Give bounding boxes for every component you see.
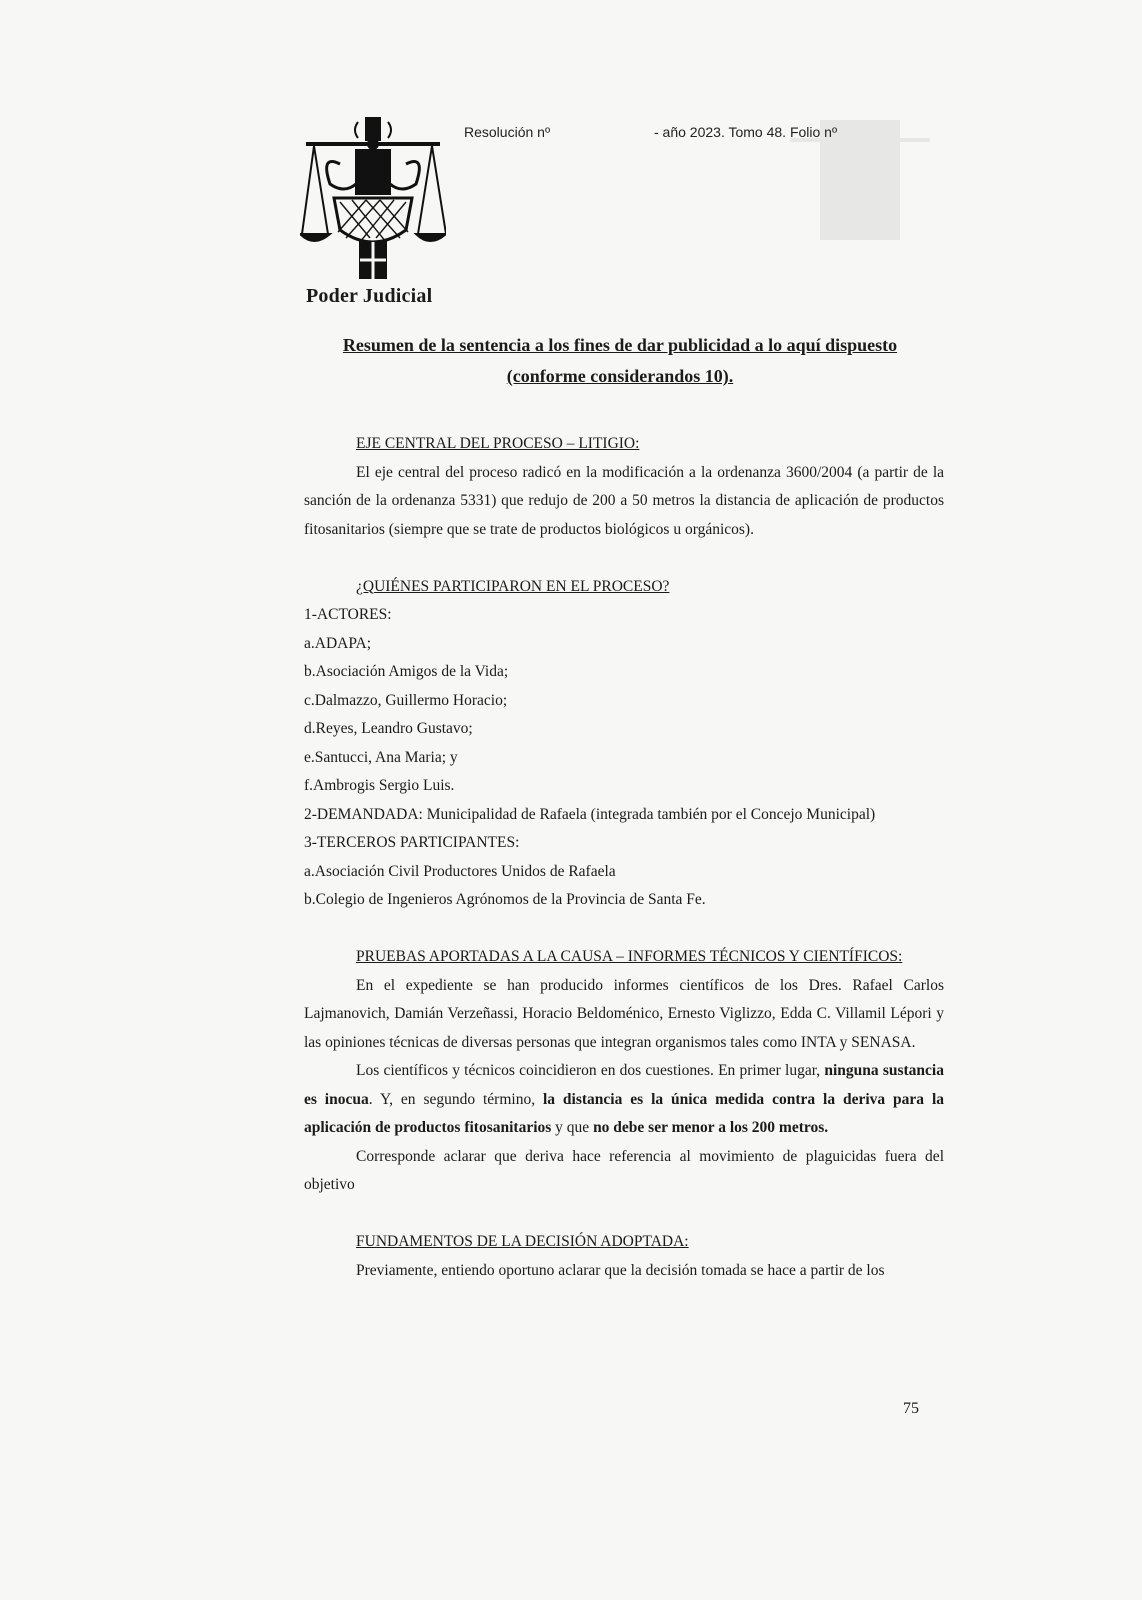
page-number: 75: [903, 1400, 919, 1417]
document-title-line1: Resumen de la sentencia a los fines de dar publicidad a lo aquí dispuesto: [342, 335, 898, 355]
organization-name: Poder Judicial: [306, 285, 433, 307]
actores-label: 1-ACTORES:: [304, 606, 392, 623]
section-heading-fundamentos: FUNDAMENTOS DE LA DECISIÓN ADOPTADA:: [356, 1233, 689, 1250]
paragraph-pruebas-1: En el expediente se han producido informes científicos de los Dres. Rafael Carlos Lajmanovich, Damián Verzeñassi, Horacio Beldoménico, Ernesto Viglizzo, Edda C. Villamil Lépori y las opiniones técnicas de diversas personas que integran organismos tales como INTA y SENASA.: [304, 976, 944, 1051]
judicial-seal-icon: [300, 114, 446, 284]
list-item: e.Santucci, Ana Maria; y: [304, 748, 458, 766]
list-item: a.ADAPA;: [304, 634, 372, 652]
terceros-label: 3-TERCEROS PARTICIPANTES:: [304, 834, 520, 851]
document-body: [304, 430, 944, 1285]
paragraph-pruebas-3: Corresponde aclarar que deriva hace referencia al movimiento de plaguicidas fuera del objetivo: [304, 1147, 944, 1193]
list-item: f.Ambrogis Sergio Luis.: [304, 777, 455, 794]
paragraph-pruebas-2: Los científicos y técnicos coincidieron en dos cuestiones. En primer lugar, ninguna sustancia es inocua. Y, en segundo término, la distancia es la única medida contra la deriva para la aplicación de productos fitosanitarios y que no debe ser menor a los 200 metros.: [304, 1062, 945, 1136]
list-item: d.Reyes, Leandro Gustavo;: [304, 720, 473, 737]
list-item: b.Asociación Amigos de la Vida;: [304, 663, 509, 680]
list-item: a.Asociación Civil Productores Unidos de Rafaela: [304, 862, 616, 880]
paragraph-eje: El eje central del proceso radicó en la modificación a la ordenanza 3600/2004 (a partir de la sanción de la ordenanza 5331) que redujo de 200 a 50 metros la distancia de aplicación de productos fitosanitarios (siempre que se trate de productos biológicos u orgánicos).: [304, 463, 944, 538]
list-item: b.Colegio de Ingenieros Agrónomos de la Provincia de Santa Fe.: [304, 891, 706, 908]
document-title-line2: (conforme considerandos 10).: [506, 366, 734, 386]
year-tomo-folio: - año 2023. Tomo 48. Folio nº: [654, 124, 838, 140]
list-item: c.Dalmazzo, Guillermo Horacio;: [304, 691, 508, 709]
demandada-line: 2-DEMANDADA: Municipalidad de Rafaela (integrada también por el Concejo Municipal): [304, 805, 876, 823]
show-through-seal: [780, 90, 940, 270]
section-heading-eje: EJE CENTRAL DEL PROCESO – LITIGIO:: [356, 435, 640, 452]
section-heading-pruebas: PRUEBAS APORTADAS A LA CAUSA – INFORMES TÉCNICOS Y CIENTÍFICOS:: [356, 948, 903, 965]
section-heading-participantes: ¿QUIÉNES PARTICIPARON EN EL PROCESO?: [356, 577, 670, 595]
resolution-label: Resolución nº: [464, 124, 551, 140]
paragraph-fundamentos: Previamente, entiendo oportuno aclarar que la decisión tomada se hace a partir de los: [356, 1261, 885, 1279]
